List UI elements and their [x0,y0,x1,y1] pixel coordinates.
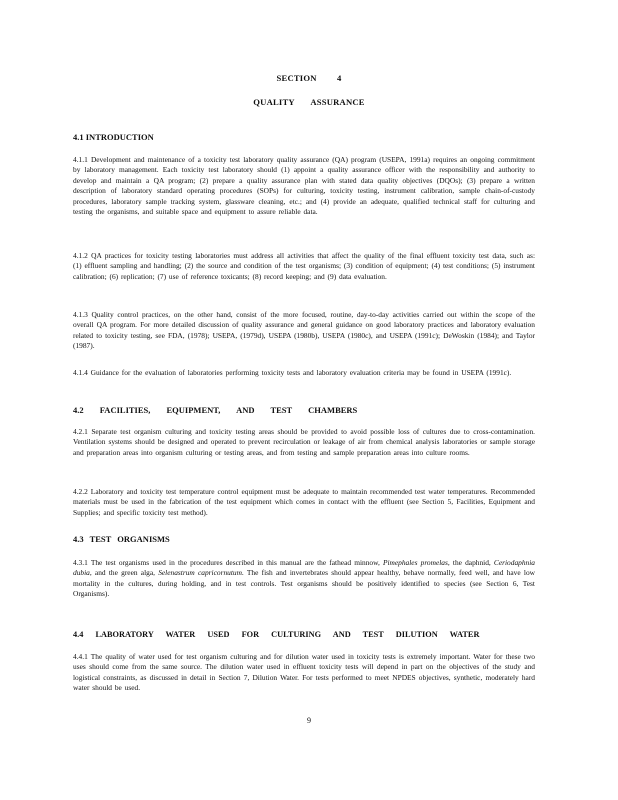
heading-facilities: 4.2 FACILITIES, EQUIPMENT, AND TEST CHAMBERS [73,405,358,415]
section-title: QUALITY ASSURANCE [253,97,365,107]
paragraph-4-2-1: 4.2.1 Separate test organism culturing and toxicity testing areas should be provided to avoid possible loss of cultures due to cross-contamination. Ventilation systems should be designed and operated to prevent recirculation or leakage of air from chemical analysis laboratories or sample storage and preparation areas into organism culturing or testing areas, and from testing and sample preparation areas into culture rooms. [73,427,535,457]
species-daphnid: Ceriodaphnia dubia [73,558,535,578]
species-fathead-minnow: Pimephales promelas [382,558,448,567]
paragraph-4-1-3: 4.1.3 Quality control practices, on the other hand, consist of the more focused, routine, day-to-day activities carried out within the scope of the overall QA program. For more detailed discussion of quality assurance and general guidance on good laboratory practices and laboratory evaluation related to toxicity testing, see FDA, (1978); USEPA, (1979d), USEPA (1980b), USEPA (1980c), and USEPA (1991c); DeWoskin (1984); and Taylor (1987). [73,310,535,351]
paragraph-4-3-1: 4.3.1 The test organisms used in the procedures described in this manual are the fathead minnow, Pimephales promelas, the daphnid, Ceriodaphnia dubia, and the green alga, Selenastrum capricornutum. The fish and invertebrates should appear healthy, behave normally, feed well, and have low mortality in the cultures, during holding, and in test controls. Test organisms should be positively identified to species (see Section 6, Test Organisms). [73,558,535,599]
paragraph-4-1-2: 4.1.2 QA practices for toxicity testing laboratories must address all activities that affect the quality of the final effluent toxicity test data, such as: (1) effluent sampling and handling; (2) the source and condition of the test organisms; (3) condition of equipment; (4) test conditions; (5) instrument calibration; (6) replication; (7) use of reference toxicants; (8) record keeping; and (9) data evaluation. [73,251,535,281]
species-green-alga: Selenastrum capricornutum [158,568,242,578]
paragraph-4-4-1: 4.4.1 The quality of water used for test organism culturing and for dilution water used in toxicity tests is extremely important. Water for these two uses should come from the same source. The dilution water used in effluent toxicity tests will depend in part on the objectives of the study and logistical constraints, as discussed in detail in Section 7, Dilution Water. For tests performed to meet NPDES objectives, synthetic, moderately hard water should be used. [73,652,535,693]
heading-laboratory-water: 4.4 LABORATORY WATER USED FOR CULTURING AND TEST DILUTION WATER [73,630,480,639]
heading-introduction: 4.1 INTRODUCTION [73,132,154,142]
heading-test-organisms: 4.3 TEST ORGANISMS [73,534,170,544]
paragraph-4-2-2: 4.2.2 Laboratory and toxicity test temperature control equipment must be adequate to maintain recommended test water temperatures. Recommended materials must be used in the fabrication of the test equipment which comes in contact with the effluent (see Section 5, Facilities, Equipment and Supplies; and specific toxicity test method). [73,487,535,517]
page-number: 9 [307,716,311,725]
section-heading: SECTION 4 [276,73,342,83]
paragraph-4-1-4: 4.1.4 Guidance for the evaluation of laboratories performing toxicity tests and laboratory evaluation criteria may be found in USEPA (1991c). [73,368,512,377]
paragraph-4-1-1: 4.1.1 Development and maintenance of a toxicity test laboratory quality assurance (QA) program (USEPA, 1991a) requires an ongoing commitment by laboratory management. Each toxicity test laboratory should (1) appoint a quality assurance officer with the responsibility and authority to develop and maintain a QA program; (2) prepare a quality assurance plan with stated data quality objectives (DQOs); (3) prepare a written description of laboratory standard operating procedures (SOPs) for culturing, toxicity testing, instrument calibration, sample chain-of-custody procedures, laboratory sample tracking system, glassware cleaning, etc.; and (4) provide an adequate, qualified technical staff for culturing and testing the organisms, and suitable space and equipment to assure reliable data. [73,155,535,217]
